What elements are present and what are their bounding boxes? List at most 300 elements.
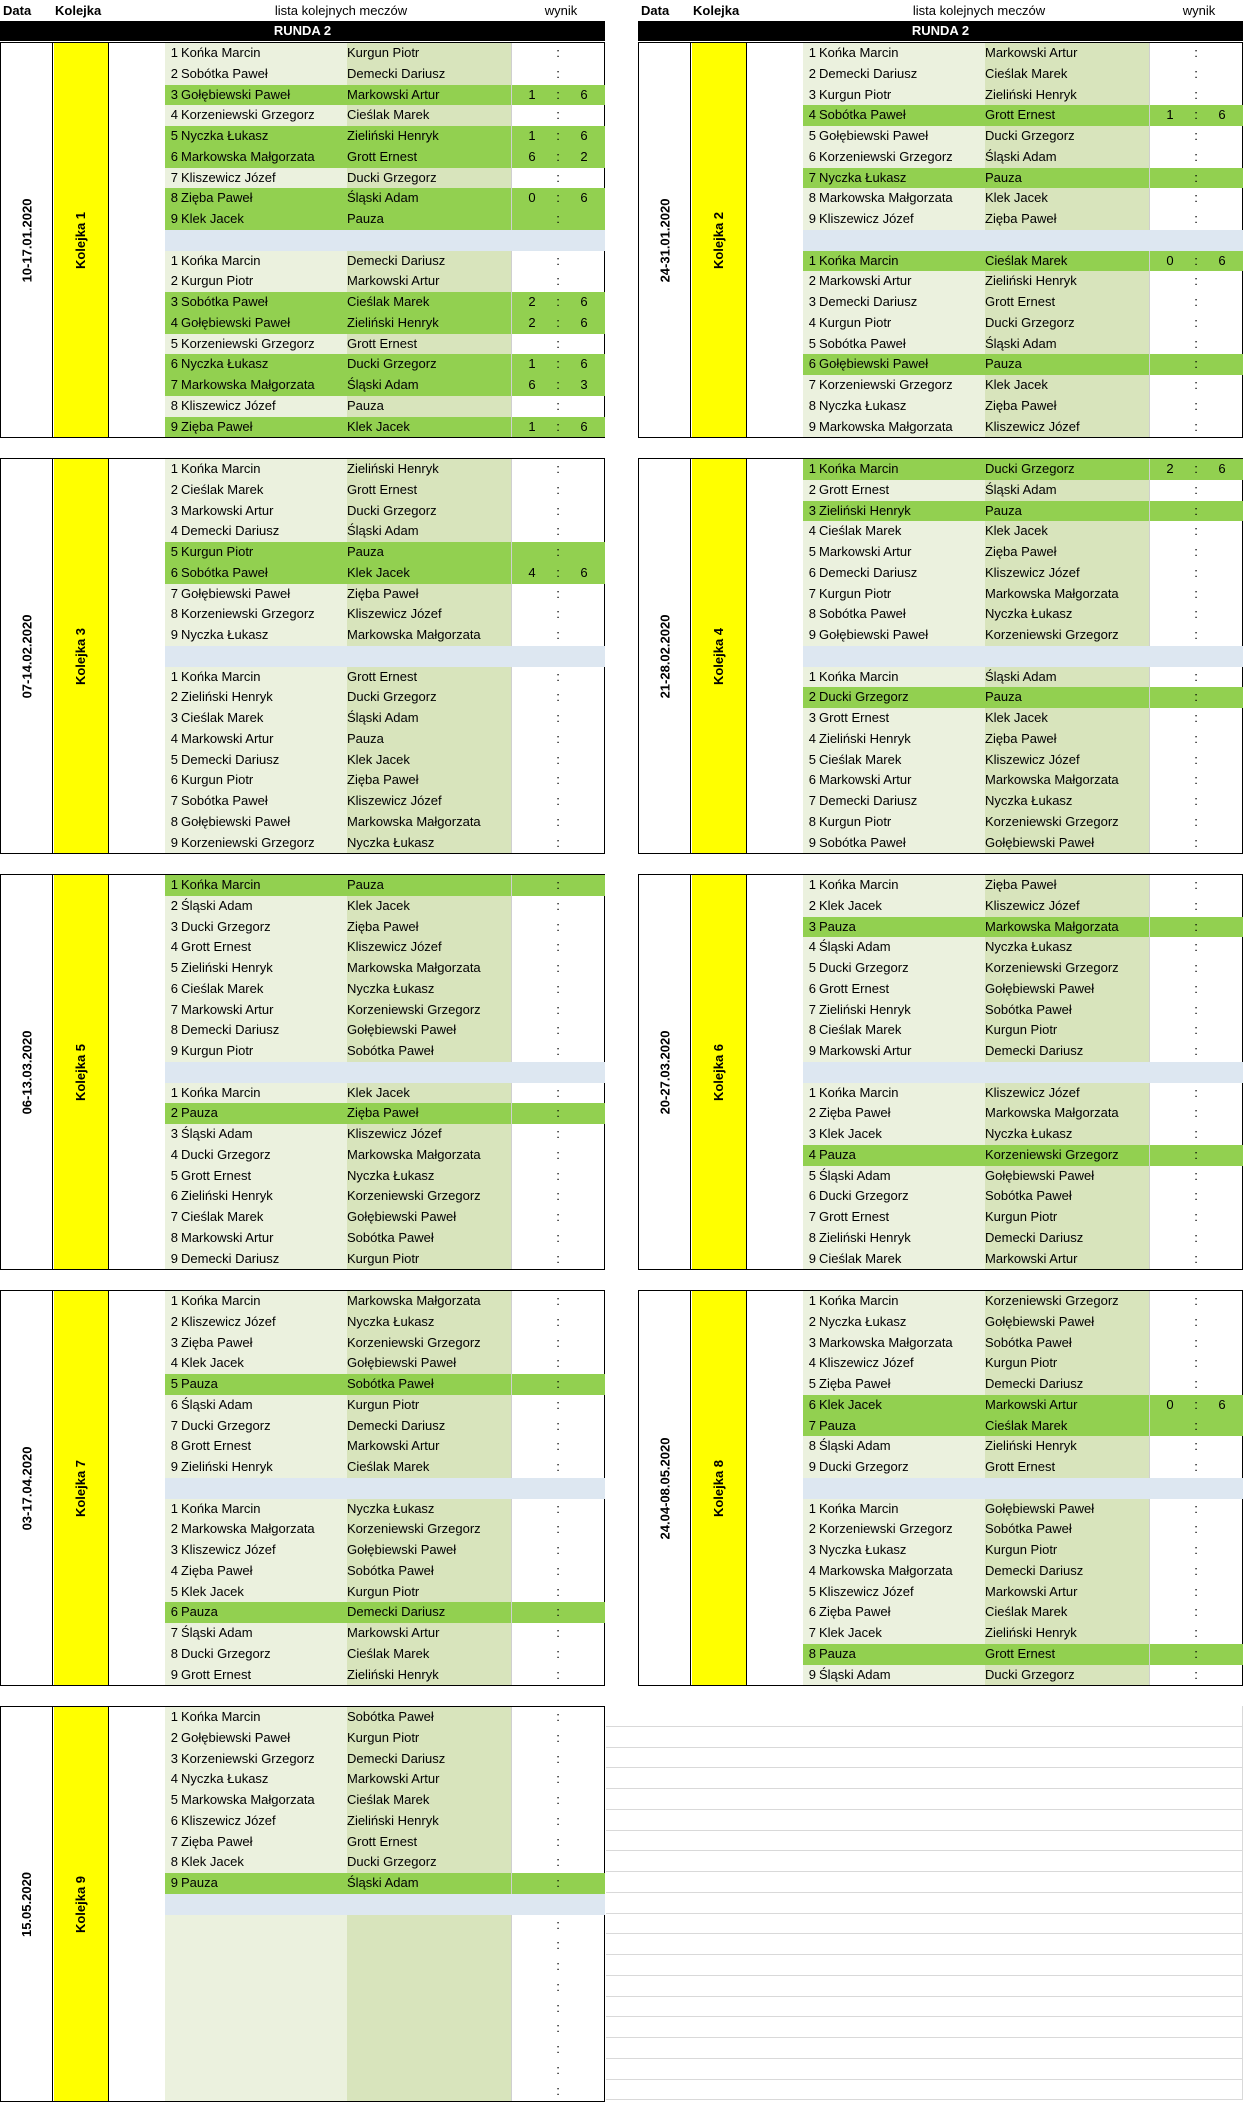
match-row[interactable] [165, 1000, 605, 1021]
score-home[interactable] [511, 1790, 552, 1811]
match-row[interactable] [165, 334, 605, 355]
score-away[interactable] [564, 396, 604, 417]
score-home[interactable] [511, 979, 552, 1000]
score-away[interactable] [1202, 147, 1242, 168]
match-row[interactable] [803, 1000, 1243, 1021]
score-home[interactable] [511, 1582, 552, 1603]
score-away[interactable] [564, 625, 604, 646]
score-home[interactable] [511, 1228, 552, 1249]
match-row[interactable] [803, 1186, 1243, 1207]
match-row[interactable] [165, 1457, 605, 1478]
score-away[interactable] [1202, 1124, 1242, 1145]
match-row[interactable] [803, 563, 1243, 584]
score-home[interactable] [1149, 1374, 1190, 1395]
empty-row[interactable] [165, 1915, 605, 1936]
score-home[interactable] [1149, 1312, 1190, 1333]
score-home[interactable] [511, 1124, 552, 1145]
score-home[interactable] [511, 791, 552, 812]
score-home[interactable] [511, 958, 552, 979]
match-row[interactable] [165, 563, 605, 584]
match-row[interactable] [803, 1333, 1243, 1354]
score-away[interactable] [564, 1602, 604, 1623]
score-away[interactable] [1202, 958, 1242, 979]
score-away[interactable] [564, 1457, 604, 1478]
match-row[interactable] [803, 1041, 1243, 1062]
match-row[interactable] [803, 1436, 1243, 1457]
score-away[interactable]: 6 [580, 128, 588, 143]
score-away[interactable] [1202, 354, 1242, 375]
match-row[interactable] [803, 1145, 1243, 1166]
score-home[interactable] [511, 1207, 552, 1228]
score-away[interactable] [564, 1145, 604, 1166]
match-row[interactable] [165, 1561, 605, 1582]
score-away[interactable] [564, 979, 604, 1000]
score-away[interactable] [564, 1333, 604, 1354]
score-home[interactable] [511, 1852, 552, 1873]
score-home[interactable] [511, 501, 552, 522]
score-away[interactable] [1202, 188, 1242, 209]
score-away[interactable] [1202, 1186, 1242, 1207]
score-away[interactable] [1202, 168, 1242, 189]
match-row[interactable] [165, 1582, 605, 1603]
match-row[interactable] [165, 937, 605, 958]
score-home[interactable] [1149, 334, 1190, 355]
score-home[interactable] [511, 937, 552, 958]
match-row[interactable] [803, 1312, 1243, 1333]
match-row[interactable] [165, 1665, 605, 1686]
match-row[interactable] [803, 896, 1243, 917]
match-row[interactable] [165, 1124, 605, 1145]
match-row[interactable] [803, 188, 1243, 209]
match-row[interactable] [165, 168, 605, 189]
score-home[interactable] [511, 750, 552, 771]
score-away[interactable] [1202, 1000, 1242, 1021]
score-away[interactable] [1202, 334, 1242, 355]
score-away[interactable] [564, 209, 604, 230]
score-away[interactable] [1202, 271, 1242, 292]
match-row[interactable] [803, 1644, 1243, 1665]
match-row[interactable] [803, 64, 1243, 85]
score-home[interactable] [1149, 1436, 1190, 1457]
score-away[interactable] [1202, 1166, 1242, 1187]
score-away[interactable]: 6 [580, 564, 588, 580]
score-home[interactable] [1149, 209, 1190, 230]
score-away[interactable] [564, 168, 604, 189]
score-home[interactable] [511, 396, 552, 417]
score-home[interactable] [511, 1749, 552, 1770]
match-row[interactable] [165, 64, 605, 85]
score-away[interactable] [564, 1395, 604, 1416]
match-row[interactable] [165, 1602, 605, 1623]
match-row[interactable] [803, 584, 1243, 605]
match-row[interactable] [165, 417, 605, 438]
score-away[interactable] [1202, 1457, 1242, 1478]
score-away[interactable] [564, 791, 604, 812]
score-home[interactable] [511, 1998, 552, 2019]
score-home[interactable] [1149, 1623, 1190, 1644]
score-home[interactable] [511, 1956, 552, 1977]
score-home[interactable] [1149, 85, 1190, 106]
match-row[interactable] [803, 1561, 1243, 1582]
score-home[interactable] [1149, 708, 1190, 729]
score-away[interactable]: 6 [1218, 1396, 1226, 1412]
match-row[interactable] [165, 1790, 605, 1811]
match-row[interactable] [803, 43, 1243, 64]
match-row[interactable] [803, 1353, 1243, 1374]
match-row[interactable] [165, 1769, 605, 1790]
match-row[interactable] [165, 105, 605, 126]
score-home[interactable] [511, 584, 552, 605]
match-row[interactable] [803, 147, 1243, 168]
score-away[interactable] [1202, 1041, 1242, 1062]
score-home[interactable] [1149, 896, 1190, 917]
score-home[interactable] [511, 1935, 552, 1956]
score-away[interactable] [564, 1790, 604, 1811]
match-row[interactable] [165, 770, 605, 791]
score-home[interactable] [1149, 812, 1190, 833]
score-away[interactable] [564, 729, 604, 750]
score-home[interactable] [511, 2039, 552, 2060]
score-home[interactable] [1149, 729, 1190, 750]
match-row[interactable] [803, 1602, 1243, 1623]
match-row[interactable] [803, 1083, 1243, 1104]
match-row[interactable] [803, 417, 1243, 438]
score-away[interactable] [564, 2060, 604, 2081]
score-away[interactable] [564, 542, 604, 563]
score-away[interactable] [1202, 1083, 1242, 1104]
score-away[interactable] [1202, 1519, 1242, 1540]
match-row[interactable] [803, 937, 1243, 958]
match-row[interactable] [803, 126, 1243, 147]
match-row[interactable] [165, 43, 605, 64]
score-home[interactable] [1149, 1124, 1190, 1145]
score-away[interactable] [1202, 417, 1242, 438]
match-row[interactable] [165, 1540, 605, 1561]
score-away[interactable] [564, 1852, 604, 1873]
score-away[interactable] [1202, 375, 1242, 396]
score-away[interactable] [1202, 750, 1242, 771]
match-row[interactable] [165, 604, 605, 625]
score-away[interactable] [564, 2018, 604, 2039]
score-away[interactable]: 6 [580, 418, 588, 434]
score-home[interactable] [1149, 168, 1190, 189]
match-row[interactable] [165, 1291, 605, 1312]
score-home[interactable]: 1 [1149, 105, 1190, 126]
match-row[interactable] [165, 833, 605, 854]
score-home[interactable] [511, 1915, 552, 1936]
score-home[interactable] [511, 1249, 552, 1270]
match-row[interactable] [165, 1207, 605, 1228]
score-home[interactable] [511, 1041, 552, 1062]
match-row[interactable] [165, 1832, 605, 1853]
score-away[interactable] [564, 1207, 604, 1228]
score-away[interactable] [1202, 292, 1242, 313]
score-away[interactable] [1202, 687, 1242, 708]
match-row[interactable] [165, 1083, 605, 1104]
match-row[interactable] [803, 1519, 1243, 1540]
score-away[interactable] [1202, 1374, 1242, 1395]
score-home[interactable]: 6 [511, 375, 552, 396]
score-away[interactable] [564, 1915, 604, 1936]
match-row[interactable] [803, 750, 1243, 771]
match-row[interactable] [165, 188, 605, 209]
score-home[interactable] [1149, 375, 1190, 396]
score-home[interactable] [511, 1602, 552, 1623]
score-home[interactable] [1149, 1020, 1190, 1041]
match-row[interactable] [165, 147, 605, 168]
score-away[interactable] [1202, 1540, 1242, 1561]
match-row[interactable] [803, 375, 1243, 396]
score-away[interactable] [564, 1623, 604, 1644]
score-away[interactable] [564, 480, 604, 501]
score-home[interactable] [511, 1353, 552, 1374]
match-row[interactable] [165, 542, 605, 563]
score-home[interactable] [1149, 271, 1190, 292]
score-away[interactable] [564, 1186, 604, 1207]
match-row[interactable] [803, 251, 1243, 272]
score-away[interactable] [1202, 1291, 1242, 1312]
match-row[interactable] [165, 708, 605, 729]
match-row[interactable] [803, 1499, 1243, 1520]
score-away[interactable] [564, 917, 604, 938]
match-row[interactable] [165, 1707, 605, 1728]
match-row[interactable] [803, 812, 1243, 833]
match-row[interactable] [803, 1020, 1243, 1041]
score-home[interactable] [511, 1457, 552, 1478]
score-home[interactable] [1149, 43, 1190, 64]
score-away[interactable] [564, 1228, 604, 1249]
score-home[interactable]: 1 [511, 85, 552, 106]
score-away[interactable]: 6 [1218, 107, 1226, 123]
score-away[interactable] [1202, 729, 1242, 750]
score-home[interactable] [1149, 64, 1190, 85]
score-home[interactable] [1149, 292, 1190, 313]
score-home[interactable] [1149, 875, 1190, 896]
match-row[interactable] [803, 1228, 1243, 1249]
score-home[interactable] [1149, 313, 1190, 334]
match-row[interactable] [165, 521, 605, 542]
empty-row[interactable] [165, 2060, 605, 2081]
match-row[interactable] [165, 480, 605, 501]
score-home[interactable] [1149, 667, 1190, 688]
score-home[interactable] [511, 1312, 552, 1333]
score-home[interactable] [1149, 521, 1190, 542]
score-home[interactable] [511, 1873, 552, 1894]
score-away[interactable] [564, 1749, 604, 1770]
empty-row[interactable] [165, 2081, 605, 2102]
match-row[interactable] [165, 271, 605, 292]
score-home[interactable] [1149, 1103, 1190, 1124]
match-row[interactable] [165, 375, 605, 396]
score-home[interactable] [511, 770, 552, 791]
score-away[interactable] [1202, 1602, 1242, 1623]
score-away[interactable] [1202, 979, 1242, 1000]
score-home[interactable] [1149, 979, 1190, 1000]
match-row[interactable] [803, 396, 1243, 417]
match-row[interactable] [165, 1186, 605, 1207]
match-row[interactable] [803, 105, 1243, 126]
score-home[interactable] [511, 64, 552, 85]
match-row[interactable] [165, 1103, 605, 1124]
match-row[interactable] [165, 1333, 605, 1354]
match-row[interactable] [803, 1623, 1243, 1644]
score-home[interactable] [511, 1186, 552, 1207]
score-away[interactable] [564, 896, 604, 917]
score-home[interactable]: 2 [511, 313, 552, 334]
score-away[interactable] [564, 1041, 604, 1062]
score-away[interactable] [564, 1540, 604, 1561]
match-row[interactable] [803, 209, 1243, 230]
score-away[interactable] [564, 1312, 604, 1333]
match-row[interactable] [165, 1416, 605, 1437]
score-away[interactable] [564, 1665, 604, 1686]
match-row[interactable] [803, 459, 1243, 480]
score-away[interactable] [1202, 1644, 1242, 1665]
match-row[interactable] [165, 1228, 605, 1249]
match-row[interactable] [803, 1395, 1243, 1416]
score-away[interactable] [1202, 875, 1242, 896]
score-home[interactable] [1149, 791, 1190, 812]
score-away[interactable] [564, 1644, 604, 1665]
score-away[interactable] [564, 1000, 604, 1021]
score-away[interactable] [564, 1998, 604, 2019]
score-away[interactable] [1202, 1353, 1242, 1374]
score-home[interactable] [1149, 396, 1190, 417]
score-away[interactable] [1202, 812, 1242, 833]
match-row[interactable] [165, 1395, 605, 1416]
score-home[interactable] [511, 812, 552, 833]
match-row[interactable] [165, 875, 605, 896]
match-row[interactable] [165, 917, 605, 938]
match-row[interactable] [165, 1249, 605, 1270]
match-row[interactable] [803, 687, 1243, 708]
score-home[interactable] [511, 625, 552, 646]
match-row[interactable] [165, 1020, 605, 1041]
match-row[interactable] [803, 770, 1243, 791]
score-away[interactable] [564, 604, 604, 625]
score-away[interactable] [1202, 126, 1242, 147]
score-home[interactable] [511, 1166, 552, 1187]
match-row[interactable] [165, 1644, 605, 1665]
score-home[interactable] [511, 1000, 552, 1021]
match-row[interactable] [165, 1436, 605, 1457]
match-row[interactable] [803, 1103, 1243, 1124]
score-away[interactable] [1202, 833, 1242, 854]
empty-row[interactable] [165, 1956, 605, 1977]
match-row[interactable] [803, 917, 1243, 938]
score-home[interactable] [511, 896, 552, 917]
score-home[interactable] [1149, 1540, 1190, 1561]
score-home[interactable] [511, 1291, 552, 1312]
match-row[interactable] [165, 85, 605, 106]
score-away[interactable] [564, 1769, 604, 1790]
score-home[interactable] [1149, 480, 1190, 501]
score-away[interactable] [1202, 1561, 1242, 1582]
score-home[interactable] [511, 1665, 552, 1686]
score-home[interactable] [1149, 584, 1190, 605]
match-row[interactable] [803, 875, 1243, 896]
score-away[interactable]: 3 [580, 377, 588, 392]
score-home[interactable] [511, 667, 552, 688]
score-away[interactable] [564, 1728, 604, 1749]
score-away[interactable] [564, 1374, 604, 1395]
score-away[interactable] [564, 1707, 604, 1728]
score-home[interactable] [511, 2060, 552, 2081]
score-away[interactable] [564, 64, 604, 85]
score-home[interactable] [511, 833, 552, 854]
match-row[interactable] [803, 501, 1243, 522]
score-away[interactable] [564, 667, 604, 688]
score-home[interactable] [1149, 750, 1190, 771]
match-row[interactable] [165, 812, 605, 833]
score-away[interactable] [1202, 625, 1242, 646]
score-home[interactable] [511, 1832, 552, 1853]
score-away[interactable] [1202, 896, 1242, 917]
match-row[interactable] [803, 85, 1243, 106]
score-away[interactable] [564, 750, 604, 771]
score-home[interactable]: 0 [1149, 251, 1190, 272]
score-home[interactable] [511, 875, 552, 896]
score-away[interactable] [1202, 1103, 1242, 1124]
match-row[interactable] [165, 292, 605, 313]
match-row[interactable] [165, 958, 605, 979]
score-home[interactable] [511, 209, 552, 230]
score-away[interactable] [1202, 791, 1242, 812]
score-away[interactable] [564, 1020, 604, 1041]
match-row[interactable] [165, 1852, 605, 1873]
match-row[interactable] [803, 1540, 1243, 1561]
match-row[interactable] [165, 1353, 605, 1374]
empty-row[interactable] [165, 1977, 605, 1998]
score-away[interactable] [564, 1561, 604, 1582]
score-away[interactable] [564, 1977, 604, 1998]
score-away[interactable] [564, 833, 604, 854]
score-home[interactable] [1149, 937, 1190, 958]
score-away[interactable] [564, 770, 604, 791]
score-home[interactable] [1149, 770, 1190, 791]
score-away[interactable] [1202, 1228, 1242, 1249]
score-home[interactable] [1149, 1561, 1190, 1582]
score-home[interactable] [1149, 625, 1190, 646]
score-home[interactable]: 4 [511, 563, 552, 584]
score-home[interactable] [511, 1644, 552, 1665]
score-home[interactable] [511, 1499, 552, 1520]
match-row[interactable] [165, 251, 605, 272]
score-away[interactable] [564, 708, 604, 729]
score-away[interactable] [1202, 1145, 1242, 1166]
score-home[interactable] [1149, 1041, 1190, 1062]
score-away[interactable] [564, 958, 604, 979]
score-away[interactable]: 6 [1218, 461, 1226, 476]
score-home[interactable] [1149, 563, 1190, 584]
score-away[interactable] [1202, 1312, 1242, 1333]
score-away[interactable] [564, 1499, 604, 1520]
score-home[interactable] [1149, 1602, 1190, 1623]
score-home[interactable] [511, 480, 552, 501]
match-row[interactable] [803, 625, 1243, 646]
match-row[interactable] [803, 354, 1243, 375]
score-away[interactable] [564, 584, 604, 605]
score-away[interactable] [564, 105, 604, 126]
score-home[interactable] [511, 1333, 552, 1354]
match-row[interactable] [803, 1416, 1243, 1437]
match-row[interactable] [803, 1166, 1243, 1187]
score-away[interactable] [564, 334, 604, 355]
score-away[interactable] [564, 1582, 604, 1603]
match-row[interactable] [803, 313, 1243, 334]
score-away[interactable] [1202, 1249, 1242, 1270]
score-away[interactable] [1202, 1416, 1242, 1437]
